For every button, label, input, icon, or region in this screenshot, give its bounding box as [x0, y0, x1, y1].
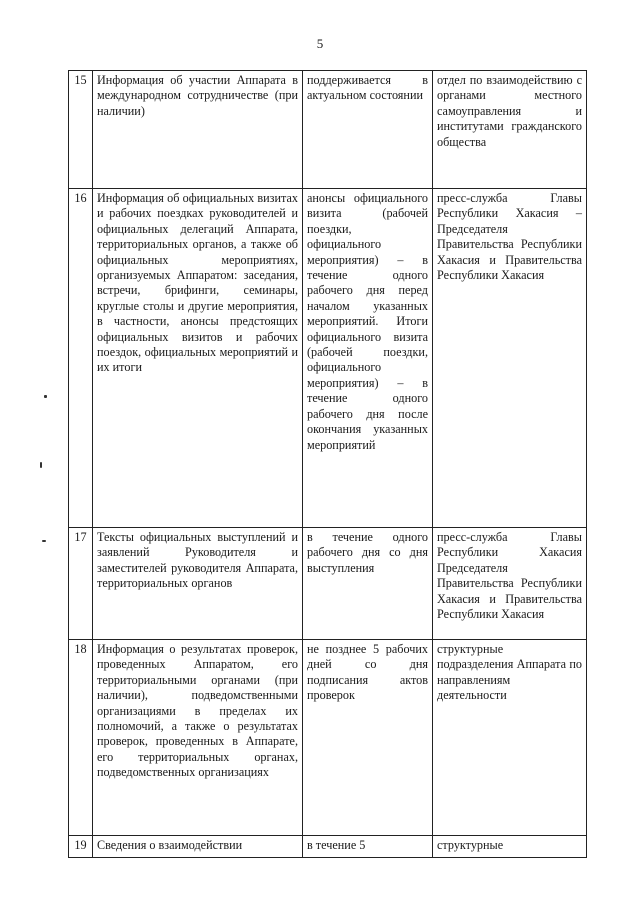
- responsible-cell: пресс-служба Главы Республики Хакасия – Председателя Правительства Республики Хакасия и Правительства Республики Хакасия: [433, 189, 587, 528]
- table-row: [69, 836, 587, 858]
- information-cell: Информация об участии Аппарата в международном сотрудничестве (при наличии): [93, 71, 303, 189]
- information-cell: Информация о результатах проверок, проведенных Аппаратом, его территориальными органами (при наличии), подведомственными организациями в пределах их полномочий, а также о результатах проверок, проведенных в Аппарате, его территориальных органах, подведомственных организациях: [93, 640, 303, 836]
- table-row: [69, 71, 587, 189]
- scan-speck: [44, 395, 47, 398]
- information-table: [68, 70, 587, 858]
- period-cell: в течение одного рабочего дня со дня выступления: [303, 528, 433, 640]
- table-row: [69, 640, 587, 836]
- period-cell: анонсы официального визита (рабочей поездки, официального мероприятия) – в течение одного рабочего дня перед началом указанных мероприятий. Итоги официального визита (рабочей поездки, официального мероприятия) – в течение одного рабочего дня после окончания указанных мероприятий: [303, 189, 433, 528]
- period-cell: в течение 5: [303, 836, 433, 858]
- page-number: 5: [316, 36, 324, 51]
- responsible-cell: структурные подразделения Аппарата по направлениям деятельности: [433, 640, 587, 836]
- table-row: [69, 528, 587, 640]
- row-number: 19: [69, 836, 93, 858]
- period-cell: не позднее 5 рабочих дней со дня подписания актов проверок: [303, 640, 433, 836]
- scan-speck: [42, 540, 46, 542]
- information-cell: Информация об официальных визитах и рабочих поездках руководителей и официальных делегаций Аппарата, территориальных органов, а также об официальных мероприятиях, организуемых Аппаратом: заседания, встречи, брифинги, семинары, круглые столы и другие мероприятия, в частности, анонсы предстоящих официальных визитов и рабочих поездок, официальных мероприятий и их итоги: [93, 189, 303, 528]
- responsible-cell: пресс-служба Главы Республики Хакасия Председателя Правительства Республики Хакасия и Правительства Республики Хакасия: [433, 528, 587, 640]
- row-number: 16: [69, 189, 93, 528]
- row-number: 15: [69, 71, 93, 189]
- period-cell: поддерживается в актуальном состоянии: [303, 71, 433, 189]
- information-cell: Сведения о взаимодействии: [93, 836, 303, 858]
- responsible-cell: структурные: [433, 836, 587, 858]
- row-number: 17: [69, 528, 93, 640]
- row-number: 18: [69, 640, 93, 836]
- table-row: [69, 189, 587, 528]
- information-cell: Тексты официальных выступлений и заявлений Руководителя и заместителей руководителя Аппарата, территориальных органов: [93, 528, 303, 640]
- scan-speck: [40, 462, 42, 468]
- responsible-cell: отдел по взаимодействию с органами местного самоуправления и институтами гражданского общества: [433, 71, 587, 189]
